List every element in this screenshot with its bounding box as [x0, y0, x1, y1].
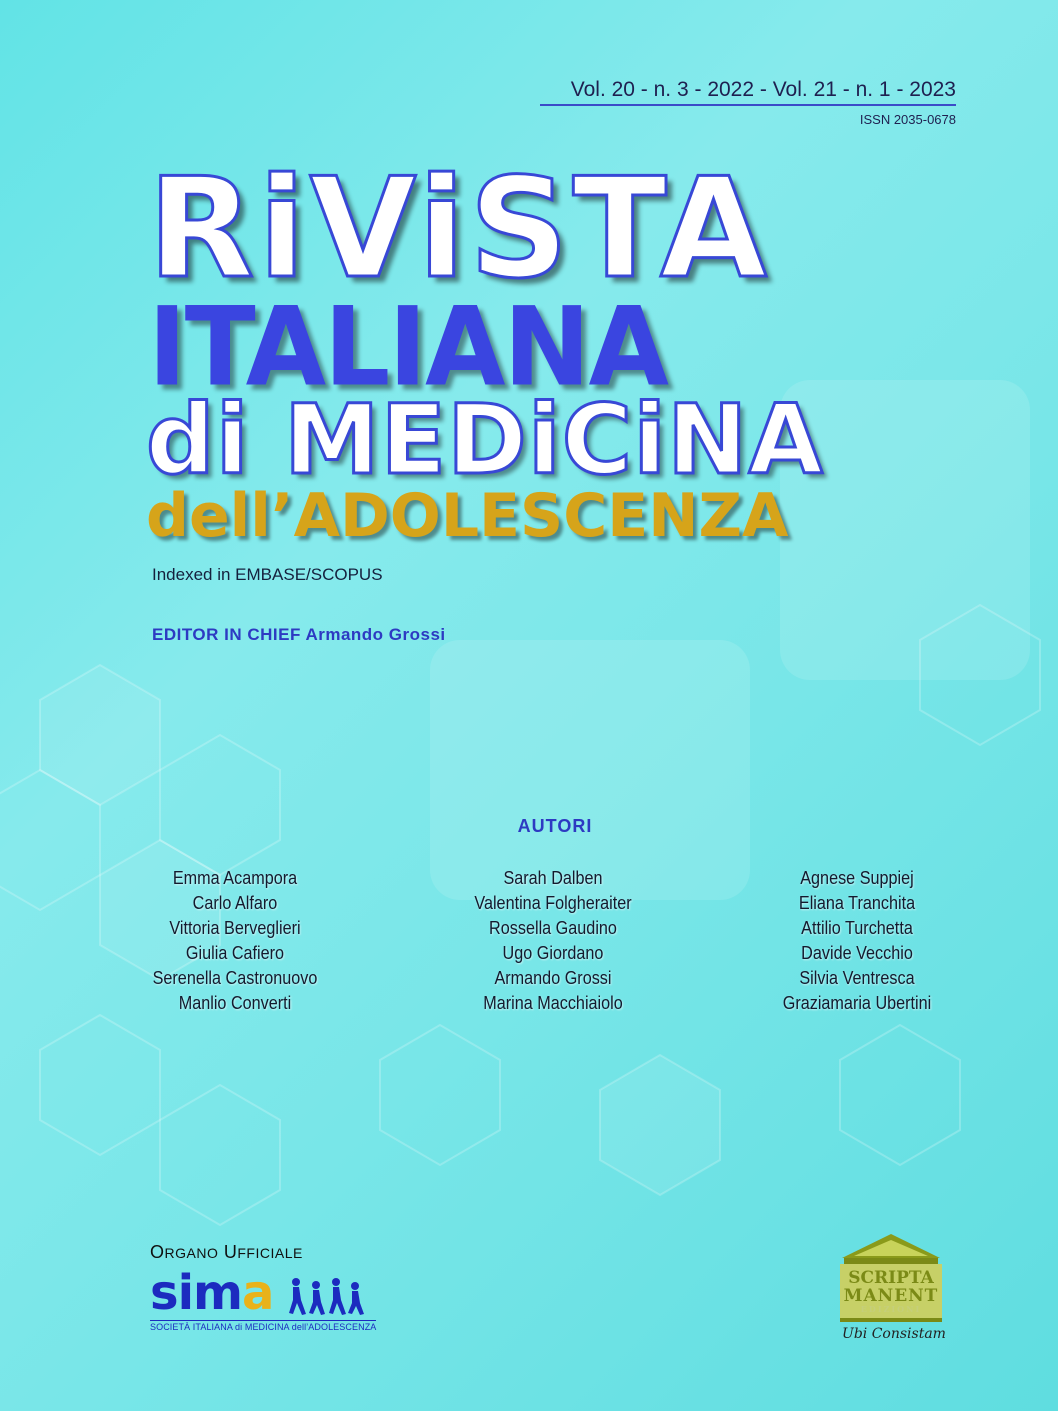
organo-initial: O — [150, 1242, 165, 1262]
author-name: Sarah Dalben — [503, 868, 603, 888]
publisher-word-2: MANENT — [843, 1286, 939, 1306]
header-rule — [540, 104, 956, 106]
publisher-word-1: SCRIPTA — [848, 1268, 934, 1288]
indexing-note: Indexed in EMBASE/SCOPUS — [152, 565, 383, 584]
volume-info: Vol. 20 - n. 3 - 2022 - Vol. 21 - n. 1 - 2023 — [570, 78, 956, 101]
title-line-italiana: ITALIANA — [148, 282, 668, 411]
ufficiale-rest: FFICIALE — [237, 1245, 303, 1261]
author-name: Graziamaria Ubertini — [782, 993, 932, 1013]
sima-subtitle: SOCIETÀ ITALIANA di MEDICINA dell’ADOLESCENZA — [150, 1322, 377, 1332]
author-name: Davide Vecchio — [801, 943, 913, 963]
author-name: Carlo Alfaro — [192, 893, 278, 913]
authors-column-1 — [130, 866, 340, 1016]
title-line-rivista: RiViSTA — [148, 148, 771, 309]
running-figures-icon — [288, 1276, 364, 1320]
author-name: Ugo Giordano — [502, 943, 604, 963]
publisher-logo — [836, 1232, 946, 1350]
author-name: Serenella Castronuovo — [152, 968, 318, 988]
author-name: Attilio Turchetta — [801, 918, 913, 938]
organo-rest: RGANO — [164, 1245, 219, 1261]
authors-heading: AUTORI — [517, 816, 593, 836]
title-line-di-medicina: di MEDiCiNA — [146, 384, 824, 496]
author-name: Armando Grossi — [494, 968, 612, 988]
publisher-motto: Ubi Consistam — [842, 1326, 946, 1342]
author-name: Rossella Gaudino — [489, 918, 617, 938]
authors-column-3 — [752, 866, 962, 1016]
author-name: Manlio Converti — [178, 993, 292, 1013]
author-name: Emma Acampora — [172, 868, 298, 888]
author-name: Eliana Tranchita — [798, 893, 916, 913]
author-name: Agnese Suppiej — [800, 868, 914, 888]
authors-column-2 — [448, 866, 658, 1016]
light-panel — [430, 640, 750, 900]
sima-logo — [150, 1265, 377, 1336]
author-name: Silvia Ventresca — [799, 968, 915, 988]
author-name: Giulia Cafiero — [185, 943, 285, 963]
publisher-word-3: EDIZIONI — [860, 1304, 922, 1314]
author-name: Marina Macchiaiolo — [483, 993, 623, 1013]
sima-wordmark: sima — [150, 1265, 274, 1321]
author-name: Valentina Folgheraiter — [474, 893, 632, 913]
ufficiale-initial: U — [223, 1242, 238, 1262]
editor-in-chief: EDITOR IN CHIEF Armando Grossi — [152, 625, 446, 644]
official-organ-label — [150, 1242, 303, 1263]
title-line-adolescenza: dell’ADOLESCENZA — [146, 481, 789, 551]
author-name: Vittoria Berveglieri — [169, 918, 301, 938]
issn: ISSN 2035-0678 — [859, 112, 956, 127]
